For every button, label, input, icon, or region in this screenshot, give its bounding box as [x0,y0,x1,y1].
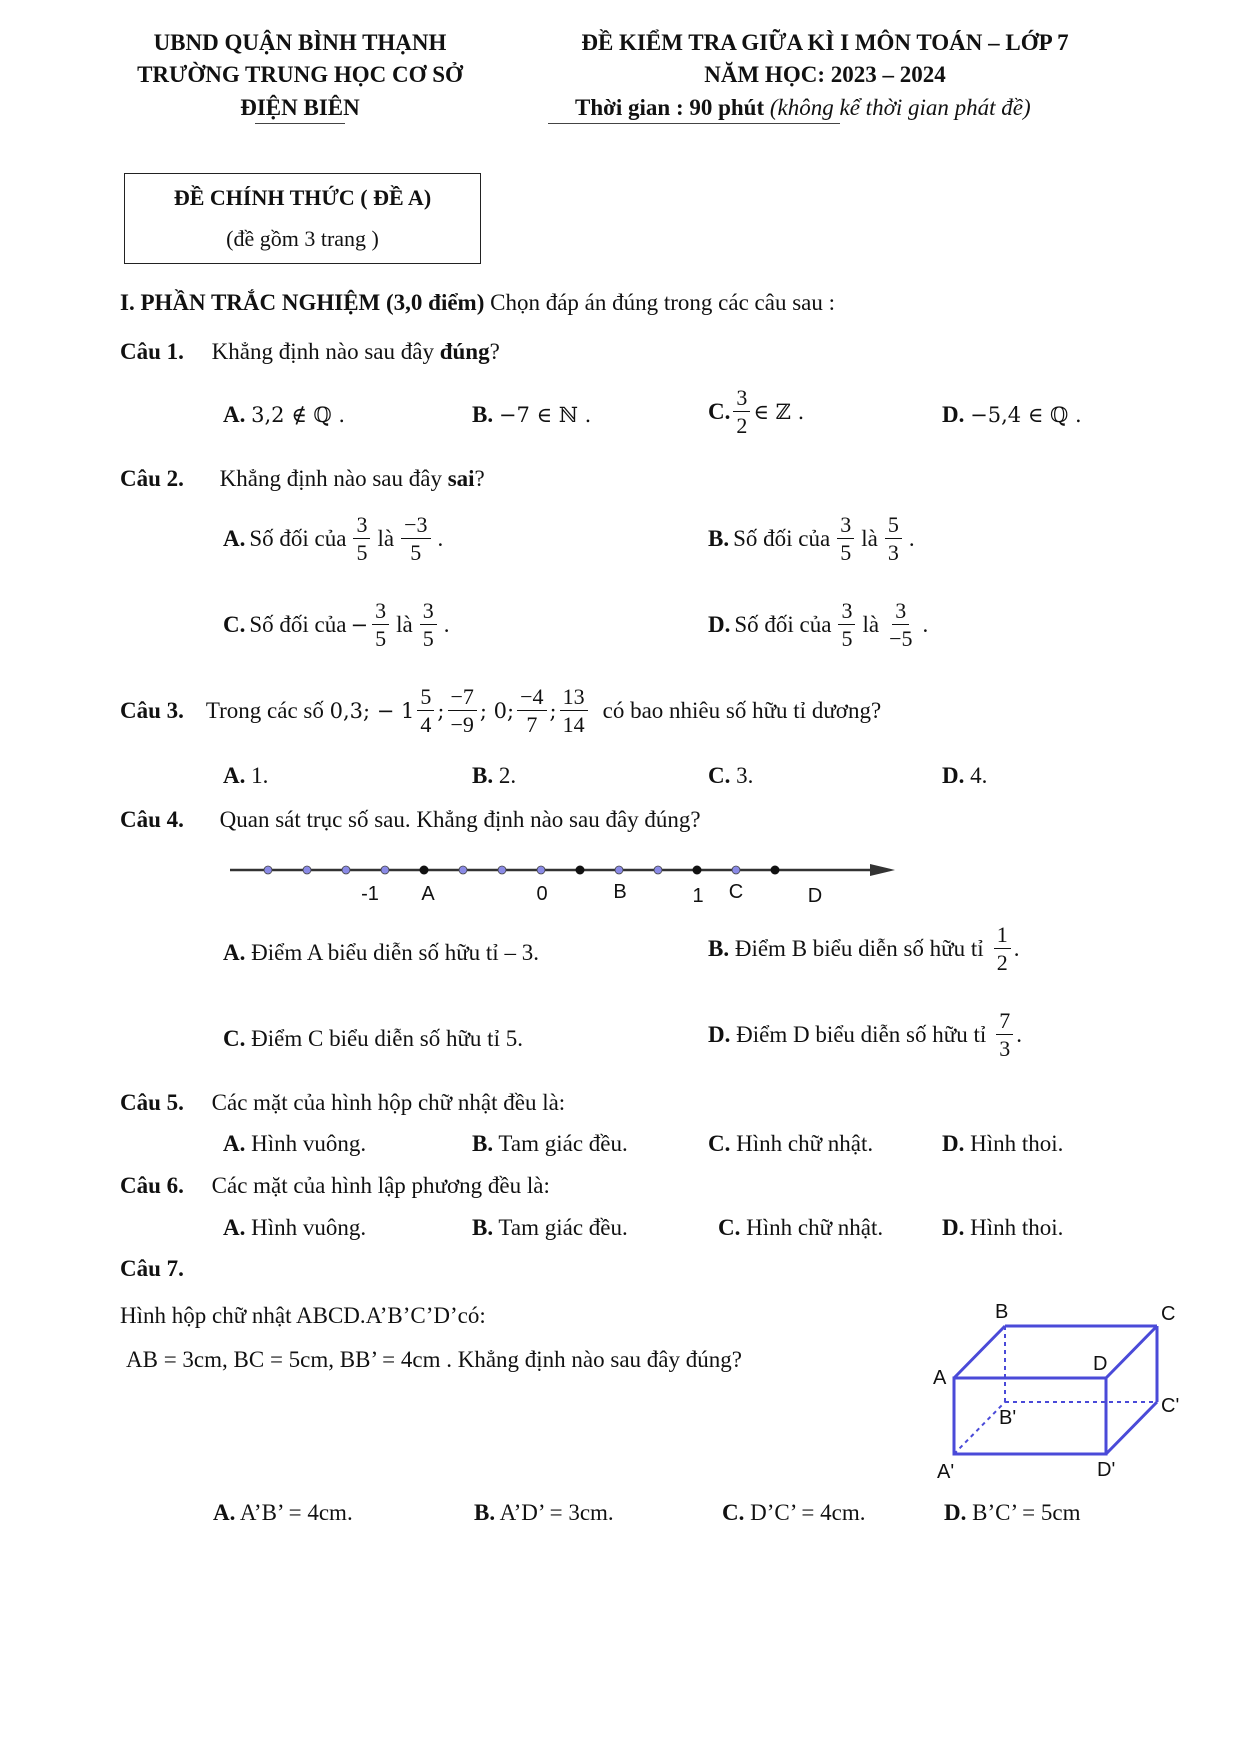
option-text: Hình chữ nhật. [730,1131,874,1156]
fraction [517,684,546,738]
question-4 [120,807,701,833]
numerator: 5 [885,512,902,539]
q2-option-a[interactable] [223,512,443,566]
option-letter: B. [708,525,730,551]
denominator: 5 [422,626,434,652]
q1-option-a[interactable] [223,402,345,428]
separator: ; [549,698,557,723]
question-keyword: đúng [439,339,490,364]
q7-option-b[interactable] [474,1500,614,1526]
point-c [693,866,702,875]
question-label: Câu 4. [120,807,184,832]
option-expr: 3,2 ∉ ℚ . [251,403,346,427]
denominator: 4 [420,712,432,738]
vertex-c: C [1161,1303,1176,1325]
vertex-b: B [995,1301,1009,1323]
numerator: 13 [560,684,588,711]
option-end: . [1013,935,1020,961]
denominator: 3 [999,1036,1011,1062]
label-zero: 0 [536,883,548,905]
q6-option-c[interactable] [718,1215,883,1241]
point-b [576,866,585,875]
option-expr: −5,4 ∈ ℚ . [970,403,1082,427]
option-letter: A. [223,1131,246,1156]
option-expr: −7 ∈ ℕ . [498,403,592,427]
option-text: Điểm B biểu diễn số hữu tỉ [729,935,984,961]
fraction [994,922,1011,976]
header-school-name: ĐIỆN BIÊN [240,95,360,120]
question-2 [120,466,485,492]
question-7-label: Câu 7. [120,1256,184,1281]
official-exam-box [124,173,481,264]
edge-dc [1106,1326,1157,1378]
option-letter: B. [708,935,730,961]
tick-dot [303,866,311,874]
fraction [885,512,902,566]
numerator: 7 [996,1008,1013,1035]
tick-dot [459,866,467,874]
q5-option-a[interactable] [223,1131,366,1157]
option-text: Hình chữ nhật. [740,1215,884,1240]
question-text: Các mặt của hình hộp chữ nhật đều là: [211,1090,566,1115]
option-text: Hình vuông. [245,1131,367,1156]
option-letter: A. [223,763,246,788]
option-letter: A. [223,940,246,965]
option-letter: D. [944,1500,967,1525]
option-text: 4. [964,763,988,788]
point-d [771,866,780,875]
label-a: A [421,883,435,905]
tick-dot [537,866,545,874]
numerator: 3 [838,598,855,625]
q6-option-b[interactable] [472,1215,628,1241]
option-letter: B. [472,402,494,427]
question-5 [120,1090,565,1116]
numerator: 3 [372,598,389,625]
q4-option-c[interactable] [223,1026,523,1052]
option-prefix: Số đối của [249,525,347,551]
minus-sign: − [350,612,369,637]
option-letter: B. [472,1131,494,1156]
option-letter: C. [722,1500,745,1525]
question-label: Câu 2. [120,466,184,491]
number-list: 0,3; − 1 [329,698,415,723]
q1-option-d[interactable] [942,402,1082,428]
label-b: B [613,881,627,903]
denominator: 3 [887,540,899,566]
fraction [838,598,855,652]
separator: ; [437,698,445,723]
option-la: là [862,611,880,637]
school-year: NĂM HỌC: 2023 – 2024 [704,62,946,87]
option-letter: C. [708,398,731,424]
fraction [353,512,370,566]
question-label: Câu 5. [120,1090,184,1115]
q6-option-d[interactable] [942,1215,1063,1241]
option-letter: D. [708,611,731,637]
option-text: Hình thoi. [964,1131,1064,1156]
fraction [417,684,434,738]
numerator: 5 [417,684,434,711]
tick-dot [264,866,272,874]
option-text: A’B’ = 4cm. [235,1500,353,1525]
header-underline-right [548,123,840,124]
option-la: là [396,611,413,637]
duration-text: Thời gian : 90 phút [575,95,765,120]
duration-note: (không kể thời gian phát đề) [769,95,1031,120]
option-letter: C. [223,611,246,637]
q1-option-b[interactable] [472,402,591,428]
edge-d-prime-c-prime [1106,1402,1157,1454]
option-text: Điểm D biểu diễn số hữu tỉ [730,1021,987,1047]
question-end: ? [489,339,500,364]
fraction [401,512,430,566]
question-label: Câu 1. [120,339,184,364]
q7-option-a[interactable] [213,1500,353,1526]
question-6 [120,1173,550,1199]
question-end: ? [474,466,485,491]
numerator: 3 [892,598,909,625]
option-letter: C. [708,763,731,788]
exam-duration [575,95,1031,121]
question-text: Trong các số [205,697,330,723]
label-minus-one: -1 [361,883,379,905]
option-la: là [377,525,395,551]
section-instruction: Chọn đáp án đúng trong các câu sau : [484,290,836,315]
question-label: Câu 6. [120,1173,184,1198]
option-end: . [437,525,444,551]
vertex-d: D [1093,1353,1108,1375]
tick-dot [381,866,389,874]
option-letter: C. [718,1215,741,1240]
q3-option-a[interactable] [223,763,268,789]
question-7-text-2: AB = 3cm, BC = 5cm, BB’ = 4cm . Khẳng định nào sau đây đúng? [126,1347,742,1372]
fraction [996,1008,1013,1062]
option-text: A’D’ = 3cm. [495,1500,614,1525]
option-text: D’C’ = 4cm. [744,1500,866,1525]
denominator: 5 [375,626,387,652]
label-c: C [728,881,744,903]
option-text: Hình vuông. [245,1215,367,1240]
q5-option-c[interactable] [708,1131,873,1157]
arrow-head-icon [870,864,895,876]
vertex-d-prime: D' [1097,1459,1116,1481]
question-end: có bao nhiêu số hữu tỉ dương? [602,697,882,723]
tick-dot [615,866,623,874]
q2-option-b[interactable] [708,512,915,566]
label-d: D [807,885,823,907]
question-text: Các mặt của hình lập phương đều là: [211,1173,550,1198]
fraction [837,512,854,566]
q5-option-b[interactable] [472,1131,628,1157]
question-text: Quan sát trục số sau. Khẳng định nào sau đây đúng? [219,807,701,832]
tick-dot [654,866,662,874]
edge-ab [954,1326,1005,1378]
label-one: 1 [692,885,704,907]
fraction [448,684,477,738]
numerator: 1 [994,922,1011,949]
option-letter: D. [942,1215,965,1240]
number-line-figure [220,850,900,910]
denominator: −5 [889,626,913,652]
option-letter: B. [474,1500,496,1525]
question-7-text-1: Hình hộp chữ nhật ABCD.A’B’C’D’có: [120,1303,486,1328]
option-end: . [908,525,915,551]
denominator: 5 [410,540,422,566]
q3-option-b[interactable] [472,763,516,789]
option-letter: B. [472,763,494,788]
option-text: 1. [245,763,269,788]
question-text: Khẳng định nào sau đây [219,466,448,491]
option-text: Tam giác đều. [493,1131,628,1156]
edge-a-prime-b-prime [954,1402,1005,1454]
question-label: Câu 3. [120,697,184,723]
option-letter: D. [942,763,965,788]
number-zero: ; 0; [479,698,515,723]
fraction [886,598,915,652]
fraction [733,385,750,439]
denominator: 14 [562,712,585,738]
numerator: 3 [837,512,854,539]
option-expr: ∈ ℤ . [753,399,805,424]
vertex-b-prime: B' [999,1407,1017,1429]
fraction [560,684,588,738]
q7-option-c[interactable] [722,1500,866,1526]
q4-option-b[interactable] [708,922,1019,976]
numerator: −4 [517,684,546,711]
q1-option-c[interactable] [708,385,804,439]
q5-option-d[interactable] [942,1131,1063,1157]
q4-option-d[interactable] [708,1008,1022,1062]
option-letter: A. [223,402,246,427]
header-district: UBND QUẬN BÌNH THẠNH [153,30,447,55]
option-end: . [1016,1021,1022,1047]
q2-option-d[interactable] [708,598,928,652]
tick-dot [342,866,350,874]
vertex-a-prime: A' [937,1461,955,1483]
option-text: Tam giác đều. [493,1215,628,1240]
denominator: −9 [450,712,474,738]
option-letter: A. [223,1215,246,1240]
option-text: 3. [730,763,754,788]
option-letter: C. [223,1026,246,1051]
exam-title: ĐỀ KIỂM TRA GIỮA KÌ I MÔN TOÁN – LỚP 7 [581,30,1069,55]
tick-dot [732,866,740,874]
fraction [420,598,437,652]
section-title: I. PHẦN TRẮC NGHIỆM (3,0 điểm) [120,290,485,315]
tick-dot [498,866,506,874]
option-prefix: Số đối của [733,525,831,551]
header-school: TRƯỜNG TRUNG HỌC CƠ SỞ [137,62,463,87]
numerator: −3 [401,512,430,539]
option-prefix: Số đối của [249,611,347,637]
option-text: Điểm C biểu diễn số hữu tỉ 5. [245,1026,523,1051]
fraction [372,598,389,652]
front-face [954,1378,1106,1454]
numerator: 3 [353,512,370,539]
option-letter: C. [708,1131,731,1156]
q3-option-c[interactable] [708,763,753,789]
q2-option-c[interactable] [223,598,449,652]
point-a [420,866,429,875]
question-keyword: sai [447,466,475,491]
q4-option-a[interactable] [223,940,539,966]
vertex-a: A [933,1367,947,1389]
q6-option-a[interactable] [223,1215,366,1241]
option-text: 2. [493,763,517,788]
option-letter: D. [708,1021,731,1047]
option-letter: D. [942,1131,965,1156]
numerator: −7 [448,684,477,711]
option-letter: D. [942,402,965,427]
vertex-c-prime: C' [1161,1395,1180,1417]
option-la: là [861,525,878,551]
section-heading [120,290,835,316]
official-title: ĐỀ CHÍNH THỨC ( ĐỀ A) [173,185,432,210]
rectangular-box-figure [925,1290,1185,1490]
denominator: 2 [736,413,748,439]
denominator: 2 [996,950,1008,976]
numerator: 3 [733,385,750,412]
denominator: 5 [840,540,852,566]
numerator: 3 [420,598,437,625]
option-end: . [443,611,450,637]
denominator: 7 [526,712,538,738]
question-text: Khẳng định nào sau đây [211,339,440,364]
q7-option-d[interactable] [944,1500,1081,1526]
option-letter: B. [472,1215,494,1240]
option-text: B’C’ = 5cm [966,1500,1081,1525]
option-end: . [922,611,929,637]
q3-option-d[interactable] [942,763,987,789]
denominator: 5 [356,540,368,566]
denominator: 5 [841,626,853,652]
question-3 [120,684,881,738]
option-letter: A. [213,1500,236,1525]
option-prefix: Số đối của [734,611,832,637]
option-text: Điểm A biểu diễn số hữu tỉ – 3. [245,940,539,965]
page-count: (đề gồm 3 trang ) [226,226,379,251]
option-text: Hình thoi. [964,1215,1064,1240]
question-1 [120,339,500,365]
option-letter: A. [223,525,246,551]
header-underline-left [255,123,345,124]
